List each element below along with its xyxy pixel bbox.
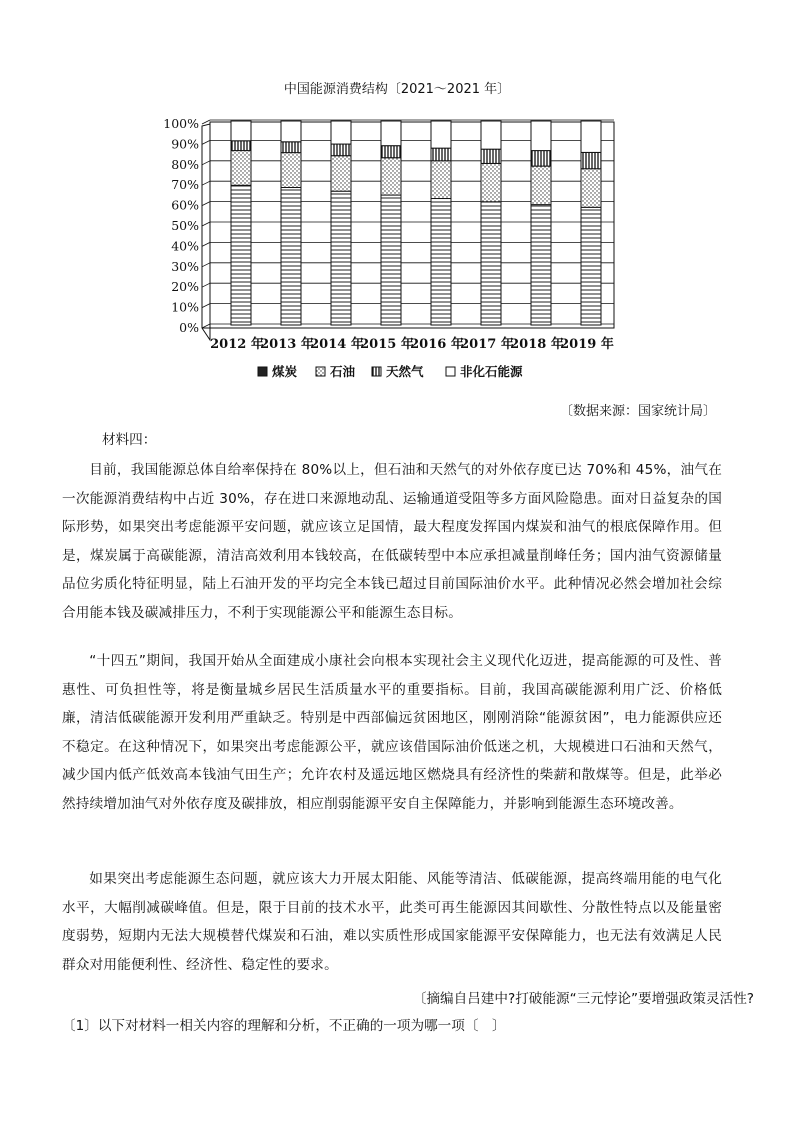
x-tick-label: 2019 年 [560,337,614,352]
paragraph-2: “十四五”期间，我国开始从全面建成小康社会向根本实现社会主义现代化迈进，提高能源的可及性、普惠性、可负担性等，将是衡量城乡居民生活质量水平的重要指标。目前，我国高碳能源利用广泛、价格低廉，清洁低碳能源开发利用严重缺乏。特别是中西部偏远贫困地区，刚刚消除“能源贫困”，电力能源供应还不稳定。在这种情况下，如果突出考虑能源公平，就应该借国际油价低迷之机，大规模进口石油和天然气，减少国内低产低效高本钱油气田生产；允许农村及遥远地区燃烧具有经济性的柴薪和散煤等。但是，此举必然持续增加油气对外依存度及碳排放，相应削弱能源平安自主保障能力，并影响到能源生态环境改善。 [62,653,722,812]
bar-coal [281,188,301,325]
bar-coal [531,205,551,325]
y-tick-label: 20% [171,279,199,295]
material-heading: 材料四： [102,432,157,448]
x-tick-label: 2017 年 [460,337,514,352]
legend-nonfossil-swatch [446,367,455,376]
legend-oil-swatch [316,367,325,376]
x-tick-label: 2013 年 [260,337,314,352]
bar-gas [481,149,501,163]
bar-nonfossil [431,121,451,148]
bar-gas [281,142,301,153]
y-tick-label: 40% [171,238,199,254]
legend-coal-label: 煤炭 [272,364,298,379]
paragraph-1: 目前，我国能源总体自给率保持在 80%以上，但石油和天然气的对外依存度已达 70%和 45%，油气在一次能源消费结构中占近 30%，存在进口来源地动乱、运输通道受阻等多方面风险隐患。面对日益复杂的国际形势，如果突出考虑能源平安问题，就应该立足国情，最大程度发挥国内煤炭和油气的根底保障作用。但是，煤炭属于高碳能源，清洁高效利用本钱较高，在低碳转型中本应承担减量削峰任务；国内油气资源储量品位劣质化特征明显，陆上石油开发的平均完全本钱已超过目前国际油价水平。此种情况必然会增加社会综合用能本钱及碳减排压力，不利于实现能源公平和能源生态目标。 [62,462,722,621]
paragraph-3: 如果突出考虑能源生态问题，就应该大力开展太阳能、风能等清洁、低碳能源，提高终端用能的电气化水平，大幅削减碳峰值。但是，限于目前的技术水平，此类可再生能源因其间歇性、分散性特点以及能量密度弱势，短期内无法大规模替代煤炭和石油，难以实质性形成国家能源平安保障能力，也无法有效满足人民群众对用能便利性、经济性、稳定性的要求。 [62,871,722,973]
bar-oil [531,166,551,205]
bar-gas [381,146,401,158]
bar-oil [481,163,501,201]
bar-gas [531,151,551,167]
bar-nonfossil [481,121,501,149]
bar-nonfossil [581,121,601,152]
chart-back-wall [210,122,614,328]
x-tick-label: 2014 年 [310,337,364,352]
gridline-diag [202,120,210,124]
energy-structure-chart [150,112,620,390]
bar-coal [431,199,451,325]
legend-coal-swatch [258,367,267,376]
x-tick-label: 2018 年 [510,337,564,352]
bar-gas [231,141,251,151]
bar-oil [331,156,351,191]
y-tick-label: 10% [171,299,199,315]
y-tick-label: 70% [171,177,199,193]
bar-gas [581,152,601,168]
bar-nonfossil [331,121,351,144]
bar-coal [381,195,401,325]
y-tick-label: 30% [171,258,199,274]
y-tick-label: 60% [171,197,199,213]
bar-nonfossil [281,121,301,142]
y-tick-label: 90% [171,136,199,152]
legend-oil-label: 石油 [330,364,356,379]
bar-nonfossil [381,121,401,146]
bar-nonfossil [531,121,551,151]
bar-coal [331,191,351,325]
legend-gas-label: 天然气 [386,364,424,379]
citation: 〔摘编自吕建中?打破能源“三元悖论”要增强政策灵活性? [412,991,754,1007]
bar-oil [381,158,401,195]
y-tick-label: 50% [171,218,199,233]
legend-gas-swatch [372,367,381,376]
bar-coal [231,185,251,325]
bar-coal [581,207,601,325]
x-tick-label: 2015 年 [360,337,414,352]
y-tick-label: 0% [179,320,199,335]
bar-coal [481,202,501,325]
x-tick-label: 2016 年 [410,337,464,352]
bar-oil [431,161,451,199]
legend-nonfossil-label: 非化石能源 [460,364,523,379]
bar-gas [431,148,451,161]
bar-nonfossil [231,121,251,141]
chart-title: 中国能源消费结构〔2021～2021 年〕 [283,82,511,97]
bar-oil [231,151,251,186]
bar-oil [581,169,601,208]
bar-gas [331,144,351,156]
x-tick-label: 2012 年 [210,337,264,352]
chart-side-wall [202,124,210,340]
question-1: 〔1〕以下对材料一相关内容的理解和分析，不正确的一项为哪一项〔 〕 [62,1018,506,1034]
y-tick-label: 100% [163,116,199,131]
bar-oil [281,153,301,188]
data-source: 〔数据来源：国家统计局〕 [559,404,716,419]
y-tick-label: 80% [171,156,199,172]
